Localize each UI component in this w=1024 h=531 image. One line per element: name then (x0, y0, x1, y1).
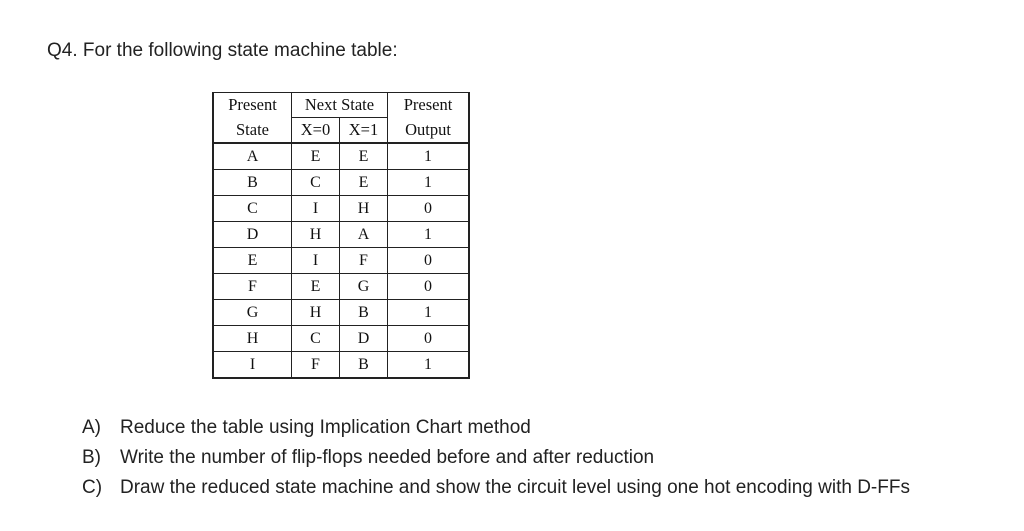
table-row (213, 222, 469, 248)
cell-present-output: 1 (388, 170, 470, 196)
cell-next-state-x0: C (292, 170, 340, 196)
cell-present-state: D (213, 222, 292, 248)
header-present-output-2: Output (388, 118, 470, 144)
cell-next-state-x0: E (292, 274, 340, 300)
cell-next-state-x1: B (340, 352, 388, 379)
table-body (213, 143, 469, 378)
table-row (213, 300, 469, 326)
cell-present-state: G (213, 300, 292, 326)
cell-next-state-x1: B (340, 300, 388, 326)
cell-next-state-x1: E (340, 170, 388, 196)
question-title: Q4. For the following state machine table: (47, 40, 398, 61)
question-parts (82, 413, 910, 503)
table-row (213, 248, 469, 274)
table-header-row-2 (213, 118, 469, 144)
table-row (213, 143, 469, 170)
cell-present-output: 0 (388, 248, 470, 274)
cell-next-state-x0: I (292, 248, 340, 274)
part-a-text: Reduce the table using Implication Chart method (120, 417, 531, 438)
state-machine-table (212, 92, 470, 379)
table-header-row-1 (213, 93, 469, 118)
cell-present-output: 1 (388, 352, 470, 379)
cell-present-state: I (213, 352, 292, 379)
table-row (213, 196, 469, 222)
cell-next-state-x0: E (292, 143, 340, 170)
cell-present-output: 1 (388, 222, 470, 248)
part-b (82, 443, 910, 473)
cell-present-output: 1 (388, 143, 470, 170)
cell-next-state-x0: I (292, 196, 340, 222)
part-a (82, 413, 910, 443)
cell-present-state: B (213, 170, 292, 196)
table-row (213, 326, 469, 352)
cell-next-state-x0: H (292, 222, 340, 248)
part-c-text: Draw the reduced state machine and show the circuit level using one hot encoding with D-FFs (120, 477, 910, 498)
state-table-container (212, 92, 470, 379)
part-b-letter: B) (82, 447, 101, 468)
part-c (82, 473, 910, 503)
cell-present-state: C (213, 196, 292, 222)
cell-next-state-x1: F (340, 248, 388, 274)
cell-next-state-x0: H (292, 300, 340, 326)
part-a-letter: A) (82, 417, 101, 438)
cell-present-state: F (213, 274, 292, 300)
table-row (213, 170, 469, 196)
cell-next-state-x1: E (340, 143, 388, 170)
table-row (213, 352, 469, 379)
cell-present-state: H (213, 326, 292, 352)
cell-next-state-x1: A (340, 222, 388, 248)
header-present-state-2: State (213, 118, 292, 144)
cell-present-output: 0 (388, 196, 470, 222)
cell-next-state-x0: F (292, 352, 340, 379)
header-x1: X=1 (340, 118, 388, 144)
cell-present-state: E (213, 248, 292, 274)
header-present-state-1: Present (213, 93, 292, 118)
cell-next-state-x1: D (340, 326, 388, 352)
part-b-text: Write the number of flip-flops needed before and after reduction (120, 447, 655, 468)
table-row (213, 274, 469, 300)
cell-next-state-x1: H (340, 196, 388, 222)
cell-present-output: 1 (388, 300, 470, 326)
header-x0: X=0 (292, 118, 340, 144)
cell-present-output: 0 (388, 326, 470, 352)
header-next-state: Next State (292, 93, 388, 118)
cell-present-output: 0 (388, 274, 470, 300)
part-c-letter: C) (82, 477, 103, 498)
cell-next-state-x1: G (340, 274, 388, 300)
header-present-output-1: Present (388, 93, 470, 118)
cell-next-state-x0: C (292, 326, 340, 352)
cell-present-state: A (213, 143, 292, 170)
